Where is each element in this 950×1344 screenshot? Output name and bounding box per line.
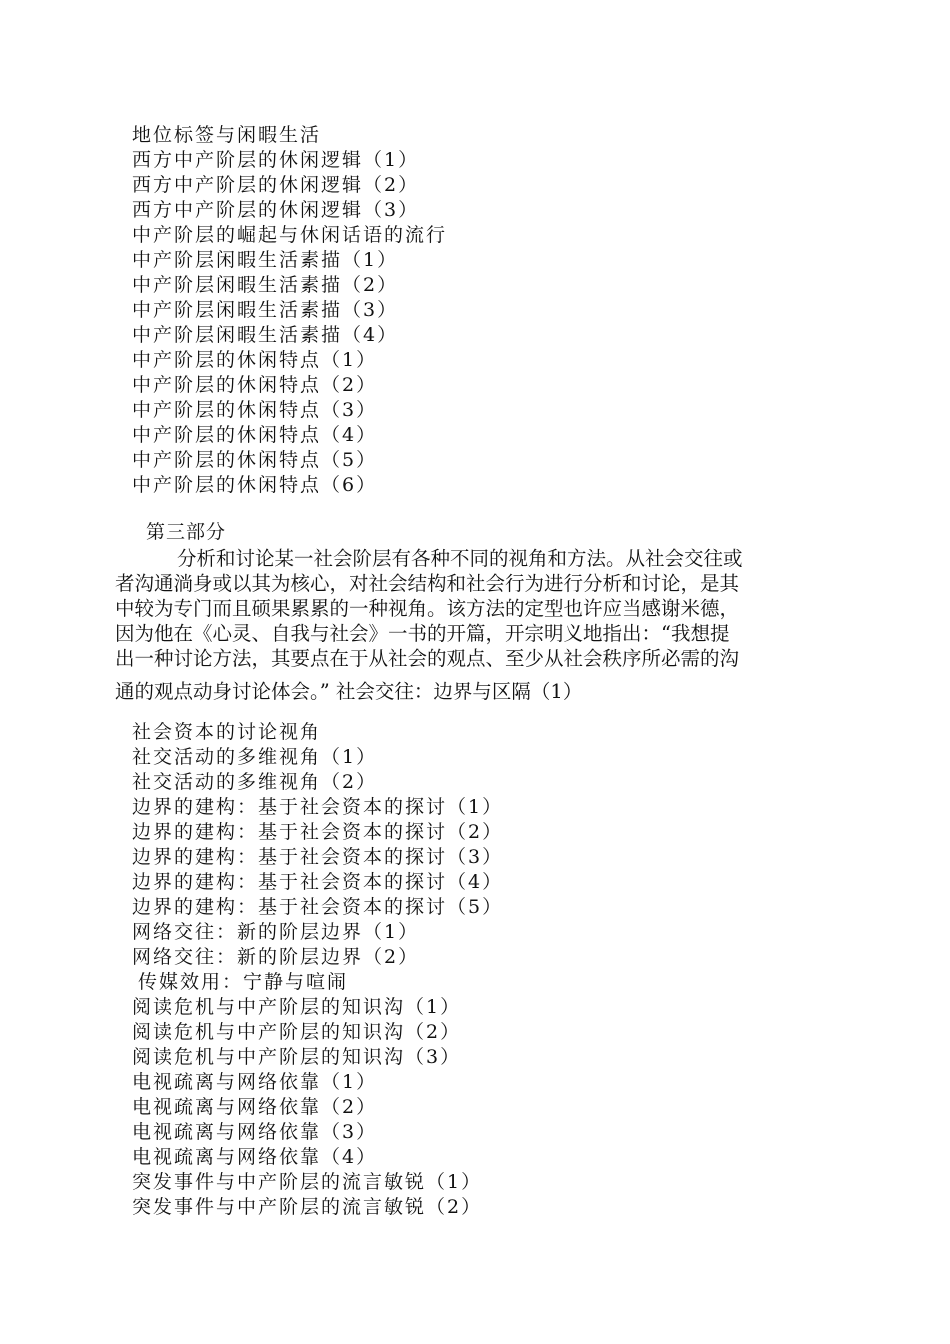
toc-item: 西方中产阶层的休闲逻辑（2） <box>132 174 420 196</box>
toc-item: 中产阶层闲暇生活素描（4） <box>132 324 399 346</box>
paragraph-line: 出一种讨论方法，其要点在于从社会的观点、至少从社会秩序所必需的沟 <box>115 647 740 670</box>
toc-item: 电视疏离与网络依靠（3） <box>132 1121 378 1143</box>
paragraph-line: 者沟通淌身或以其为核心，对社会结构和社会行为进行分析和讨论，是其 <box>115 572 740 595</box>
toc-item: 突发事件与中产阶层的流言敏锐（1） <box>132 1171 483 1193</box>
toc-item: 阅读危机与中产阶层的知识沟（1） <box>132 996 462 1018</box>
toc-item: 西方中产阶层的休闲逻辑（3） <box>132 199 420 221</box>
toc-item: 边界的建构：基于社会资本的探讨（4） <box>132 871 504 893</box>
toc-item: 中产阶层的休闲特点（1） <box>132 349 378 371</box>
toc-item: 中产阶层的休闲特点（5） <box>132 449 378 471</box>
toc-item: 社会资本的讨论视角 <box>132 721 322 743</box>
toc-item: 中产阶层闲暇生活素描（3） <box>132 299 399 321</box>
toc-list-part3 <box>132 720 503 1220</box>
paragraph-line: 因为他在《心灵、自我与社会》一书的开篇，开宗明义地指出：“我想提 <box>115 622 730 645</box>
body-paragraph <box>115 546 835 704</box>
toc-item: 边界的建构：基于社会资本的探讨（2） <box>132 821 504 843</box>
toc-item: 中产阶层闲暇生活素描（2） <box>132 274 399 296</box>
toc-item: 阅读危机与中产阶层的知识沟（2） <box>132 1021 462 1043</box>
toc-item: 阅读危机与中产阶层的知识沟（3） <box>132 1046 462 1068</box>
toc-item: 突发事件与中产阶层的流言敏锐（2） <box>132 1196 483 1218</box>
toc-item: 西方中产阶层的休闲逻辑（1） <box>132 149 420 171</box>
toc-item: 电视疏离与网络依靠（4） <box>132 1146 378 1168</box>
toc-item: 中产阶层闲暇生活素描（1） <box>132 249 399 271</box>
toc-item: 边界的建构：基于社会资本的探讨（5） <box>132 896 504 918</box>
toc-item: 中产阶层的休闲特点（2） <box>132 374 378 396</box>
toc-item: 传媒效用：宁静与喧闹 <box>138 971 349 993</box>
toc-item: 中产阶层的休闲特点（6） <box>132 474 378 496</box>
toc-item: 电视疏离与网络依靠（2） <box>132 1096 378 1118</box>
toc-item: 中产阶层的休闲特点（3） <box>132 399 378 421</box>
paragraph-line: 分析和讨论某一社会阶层有各种不同的视角和方法。从社会交往或 <box>177 547 743 570</box>
paragraph-line: 中较为专门而且硕果累累的一种视角。该方法的定型也许应当感谢米德， <box>115 597 740 620</box>
section-heading: 第三部分 <box>146 521 227 543</box>
toc-item: 社交活动的多维视角（1） <box>132 746 378 768</box>
toc-list-part2 <box>132 123 447 498</box>
toc-item: 中产阶层的休闲特点（4） <box>132 424 378 446</box>
toc-item: 网络交往：新的阶层边界（2） <box>132 946 420 968</box>
toc-item: 网络交往：新的阶层边界（1） <box>132 921 420 943</box>
toc-item: 边界的建构：基于社会资本的探讨（3） <box>132 846 504 868</box>
paragraph-line: 通的观点动身讨论体会。” 社会交往：边界与区隔（1） <box>115 680 583 703</box>
toc-item: 边界的建构：基于社会资本的探讨（1） <box>132 796 504 818</box>
toc-item: 中产阶层的崛起与休闲话语的流行 <box>132 224 448 246</box>
toc-item: 地位标签与闲暇生活 <box>132 124 322 146</box>
toc-item: 电视疏离与网络依靠（1） <box>132 1071 378 1093</box>
toc-item: 社交活动的多维视角（2） <box>132 771 378 793</box>
